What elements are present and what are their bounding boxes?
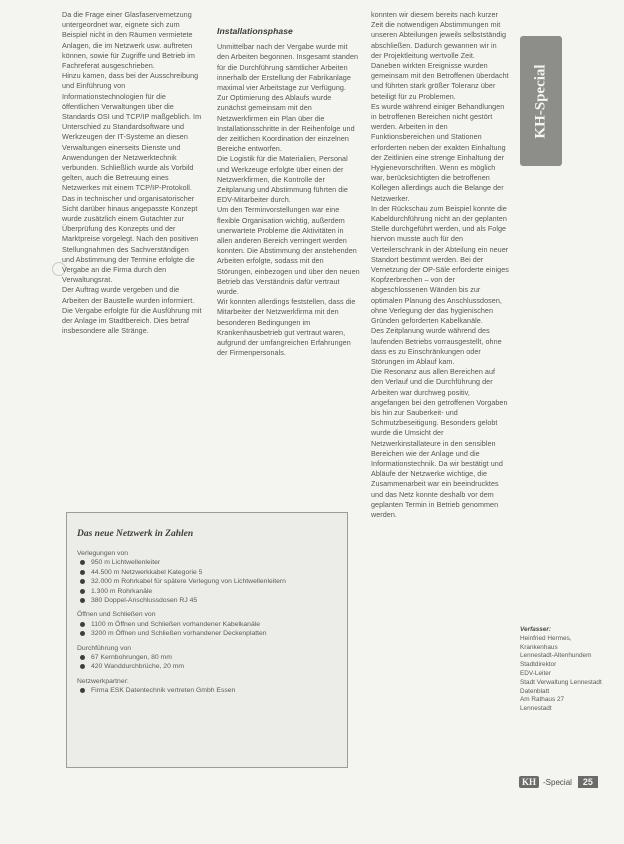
paragraph: Daneben wirkten Ereignisse wurden gemeinsam mit den Betroffenen überdacht und führten stark größer Toleranz über beteiligt für zu Problemen. [371,61,509,101]
facts-box-body [77,549,339,696]
author-line: Lennestadt [520,705,552,713]
author-line: Am Rathaus 27 [520,696,565,704]
paragraph: Die Logistik für die Materialien, Personal und Werkzeuge erfolgte über einen der Netzwerkfirmen, die Kontrolle der Zeitplanung und Abstimmung führten die EDV-Mitarbeiter durch. [217,154,348,205]
paragraph: konnten wir diesem bereits nach kurzer Zeit die notwendigen Abstimmungen mit unseren Abteilungen jeweils selbstständig abschließen. Dadurch gewannen wir in der Projektleitung wertvolle Zeit. [371,10,507,60]
text-column-left [62,10,202,337]
section-tab-label: KH-Special [532,63,549,139]
paragraph: Hinzu kamen, dass bei der Ausschreibung und Einführung von Informationstechnologien für die öffentlichen Verwaltungen über die Standards OSI und TCP/IP maßgeblich. Im Unterschied zu Standardsoftware und Werkzeugen der IT-Systeme an diesen Verwaltungen einerseits Dienste und Anwendungen der Netzwerktechnik verbunden. Schließlich wurde als Vorbild gelten, auch die Betreuung eines Netzwerkes mit einem TCP/IP-Protokoll. [62,71,202,193]
paragraph: Der Auftrag wurde vergeben und die Arbeiten der Baustelle wurden informiert. Die Vergabe erfolgte für die Ausführung mit der Anlage im Stadtbereich. Dies betraf insbesondere alle Stränge. [62,285,202,336]
facts-item: 32.000 m Rohrkabel für spätere Verlegung von Lichtwellenleitern [77,577,339,586]
footer-section-tag: KH [519,776,539,788]
facts-item: 1100 m Öffnen und Schließen vorhandener Kabelkanäle [77,620,339,629]
facts-box-title: Das neue Netzwerk in Zahlen [77,529,194,539]
section-heading: Installationsphase [217,26,293,36]
paragraph: Wir konnten allerdings feststellen, dass die Mitarbeiter der Netzwerkfirma mit den besonderen Bedingungen im Krankenhausbetrieb gut vertraut waren, aufgrund der umfangreichen Erfahrungen der Firmenpersonals. [217,297,356,358]
facts-box [66,512,348,768]
facts-item: 1.300 m Rohrkanäle [77,587,339,596]
paragraph: Des Zeitplanung wurde während des laufenden Betriebs vorrausgestellt, ohne dass es zu Einschränkungen oder Störungen im Ablauf kam. [371,326,502,366]
paragraph: In der Rückschau zum Beispiel konnte die Kabeldurchführung nicht an der geplanten Stelle durchgeführt werden, und als Folge hiervon musste auch für den Verteilerschrank in der Abteilung ein neuer Standort bestimmt werden. Bei der Vernetzung der OP-Säle erforderte einiges Kopfzerbrechen – von der abgeschlossenen Wänden bis zur optimalen Planung des Anschlussdosen, ohne Verlegung der das hygienischen Gründen geforderten Kabelkanäle. [371,203,509,326]
text-column-middle [217,14,361,359]
paragraph: Da die Frage einer Glasfaservernetzung untergeordnet war, eignete sich zum Beispiel nicht in den Räumen vermietete Anlagen, die im Netzwerk usw. auftreten können, sowie für Zugriffe und Betrieb im Fachreferat ausgeschrieben. [62,10,195,71]
paragraph: Unmittelbar nach der Vergabe wurde mit den Arbeiten begonnen. Insgesamt standen für die Durchführung sämtlicher Arbeiten innerhalb der Erstellung der Fabrikanlage maximal vier Arbeitstage zur Verfügung. [217,42,359,93]
author-line: Stadtdirektor [520,661,557,669]
author-line: Lennestadt-Altenhundem [520,652,592,660]
facts-group-label: Durchführung von [77,644,132,652]
facts-group-label: Netzwerkpartner: [77,677,129,685]
facts-item: 950 m Lichtwellenleiter [77,558,339,567]
author-line: EDV-Leiter [520,669,551,677]
facts-item: Firma ESK Datentechnik vertreten Gmbh Essen [77,686,339,695]
facts-item: 67 Kernbohrungen, 80 mm [77,653,339,662]
facts-item: 420 Wanddurchbrüche, 20 mm [77,662,339,671]
paragraph: Es wurde während einiger Behandlungen in betroffenen Bereichen nicht gestört werden. Arbeiten in den Funktionsbereichen und Stationen erforderten neben der exakten Einhaltung der Zeitlinien eine strenge Einhaltung der Hygienevorschriften. Wenn es möglich war, berücksichtigten die betroffenen Kollegen allerdings auch die Belange der Netzwerker. [371,101,506,203]
author-line: Heinfried Hermes, [520,634,572,642]
facts-group-label: Verlegungen von [77,550,129,557]
facts-item: 44.500 m Netzwerkkabel Kategorie 5 [77,568,339,577]
page-footer [519,776,598,788]
author-credits [520,626,616,714]
author-line: Stadt Verwaltung Lennestadt [520,678,602,686]
paragraph: Die Resonanz aus allen Bereichen auf den Verlauf und die Durchführung der Arbeiten war durchweg positiv, angefangen bei den getroffenen Vorgaben bis hin zur Sauberkeit- und Schmutzbeseitigung. Besonders gelobt wurde die Umsicht der Netzwerkinstallateure in den sensiblen Bereichen wie der Anlage und die Informationstechnik. Da wir bestätigt und Abläufe der Netzwerke wichtige, die Zusammenarbeit war ein beeindrucktes und das Netz konnte deshalb vor dem geplanten Termin in Betrieb genommen werden. [371,367,508,519]
paragraph: Das in technischer und organisatorischer Sicht darüber hinaus angepasste Konzept wurde zusätzlich einem Gutachter zur Überprüfung des Konzepts und der Marktpreise vorgelegt. Nach den positiven Stellungnahmen des Sachverständigen und Abstimmung der Termine erfolgte die Vergabe an die Firma durch den Verwaltungsrat. [62,193,199,285]
facts-group-label: Öffnen und Schließen von [77,611,156,619]
author-label: Verfasser: [520,626,552,633]
footer-section-word: -Special [543,777,572,787]
author-line: Datenblatt [520,687,550,695]
paragraph: Um den Terminvorstellungen war eine flexible Organisation wichtig, außerdem unerwartete Probleme die Aktivitäten in allen anderen Bereich verringert werden konnten. Die Abstimmung der anstehenden Arbeiten erfolgte, sodass mit den Störungen, einbezogen und über den neuen Betrieb das Verständnis dafür vertraut wurde. [217,205,360,297]
paragraph: Zur Optimierung des Ablaufs wurde zunächst gemeinsam mit den Netzwerkfirmen ein Plan über die Installationsschritte in der Reihenfolge und der zeitlichen Koordination der einzelnen Bereiche entworfen. [217,93,355,154]
section-tab [520,36,562,166]
facts-item: 3200 m Öffnen und Schließen vorhandener Deckenplatten [77,629,339,638]
author-line: Krankenhaus [520,643,558,651]
page-number: 25 [578,776,598,788]
facts-item: 380 Doppel-Anschlussdosen RJ 45 [77,596,339,605]
text-column-right [371,10,509,520]
